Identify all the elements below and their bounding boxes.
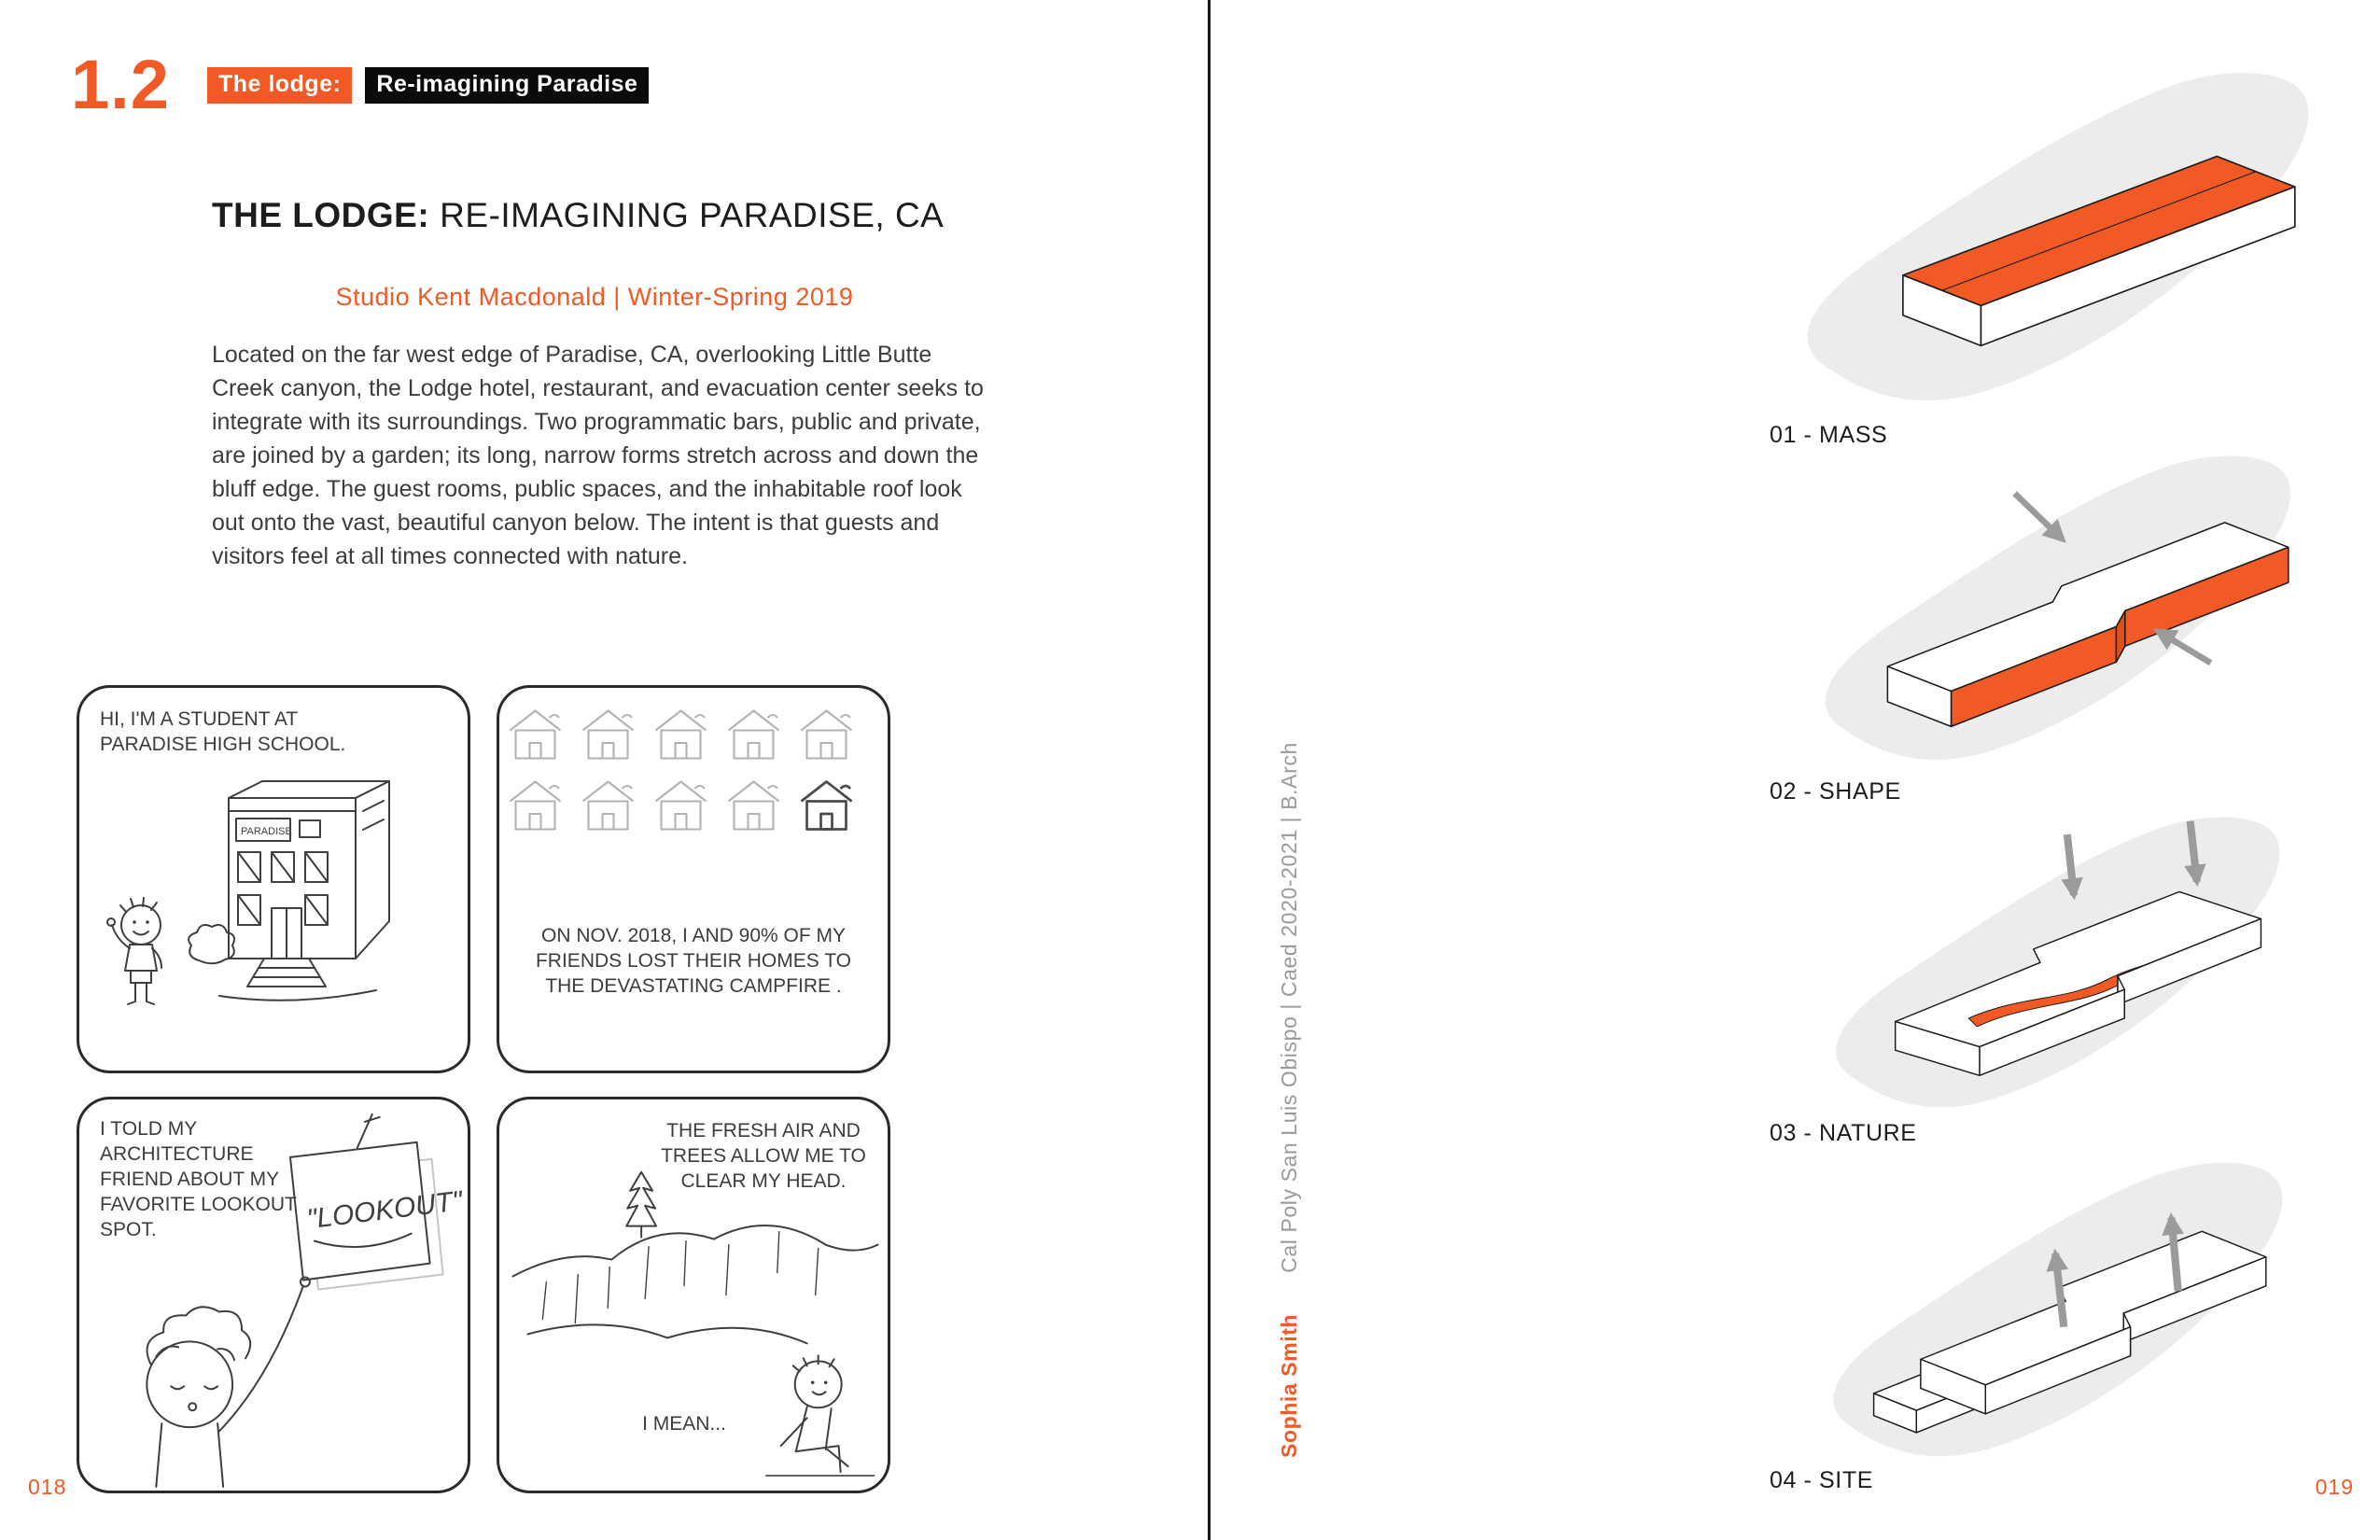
thinking-kid-drawing	[147, 1278, 310, 1487]
panel4-caption: THE FRESH AIR AND TREES ALLOW ME TO CLEAR MY HEAD.	[661, 1120, 866, 1192]
comic-panel-3	[77, 1097, 470, 1493]
panel3-caption: I TOLD MY ARCHITECTURE FRIEND ABOUT MY FAVORITE LOOKOUT SPOT.	[100, 1118, 297, 1240]
tag-reimagining-paradise: Re-imagining Paradise	[365, 67, 649, 104]
waving-kid-drawing	[107, 898, 161, 1004]
spine-author: Sophia Smith	[1277, 1313, 1301, 1458]
comic-panel-1	[77, 685, 470, 1073]
panel2-drawing	[499, 688, 888, 1071]
page-number-right: 019	[2315, 1475, 2354, 1499]
section-number: 1.2	[71, 46, 170, 123]
tag-the-lodge: The lodge:	[207, 67, 352, 104]
highlighted-house	[802, 782, 852, 830]
pine-tree-drawing	[626, 1172, 656, 1238]
spine-credentials: Cal Poly San Luis Obispo | Caed 2020-2021 | B.Arch	[1277, 742, 1301, 1273]
comic-strip	[77, 685, 890, 1493]
comic-panel-2	[497, 685, 890, 1073]
canyon-drawing	[512, 1225, 877, 1343]
page-number-left: 018	[28, 1475, 67, 1499]
lookout-sign-text: "LOOKOUT"	[305, 1185, 465, 1236]
mass-diagram-label: 01 - MASS	[1770, 422, 1888, 448]
studio-credit-line: Studio Kent Macdonald | Winter-Spring 2019	[335, 283, 854, 311]
panel1-caption: HI, I'M A STUDENT AT PARADISE HIGH SCHOOL.	[100, 708, 346, 755]
nature-diagram	[1762, 801, 2352, 1113]
school-building-drawing	[219, 781, 389, 1001]
shape-diagram	[1762, 439, 2352, 765]
comic-panel-4	[497, 1097, 890, 1493]
header-tags	[207, 67, 649, 104]
school-sign-text: PARADISE	[241, 826, 292, 837]
page-title-bold: THE LODGE:	[212, 196, 430, 234]
site-diagram	[1762, 1146, 2352, 1462]
page-divider	[1208, 0, 1211, 1540]
panel4-caption-2: I MEAN...	[642, 1413, 726, 1435]
mass-diagram	[1762, 54, 2352, 407]
nature-diagram-label: 03 - NATURE	[1770, 1120, 1917, 1146]
page-title-rest: RE-IMAGINING PARADISE, CA	[440, 196, 945, 234]
site-diagram-label: 04 - SITE	[1770, 1467, 1873, 1493]
page-title	[212, 196, 944, 235]
spine-text	[1277, 742, 1302, 1458]
houses-grid	[511, 711, 852, 830]
project-description: Located on the far west edge of Paradise, CA, overlooking Little Butte Creek canyon, the Lodge hotel, restaurant, and evacuation center seeks to integrate with its surroundings. Two programmatic bars, public and private, are joined by a garden; its long, narrow forms stretch across and down the bluff edge. The guest rooms, public spaces, and the inhabitable roof look out onto the vast, beautiful canyon below. The intent is that guests and visitors feel at all times connected with nature.	[212, 342, 984, 569]
panel2-caption: ON NOV. 2018, I AND 90% OF MY FRIENDS LOST THEIR HOMES TO THE DEVASTATING CAMPFIRE .	[535, 925, 851, 997]
sitting-kid-drawing	[766, 1355, 875, 1476]
bush-drawing	[189, 925, 234, 963]
shape-diagram-label: 02 - SHAPE	[1770, 778, 1901, 805]
